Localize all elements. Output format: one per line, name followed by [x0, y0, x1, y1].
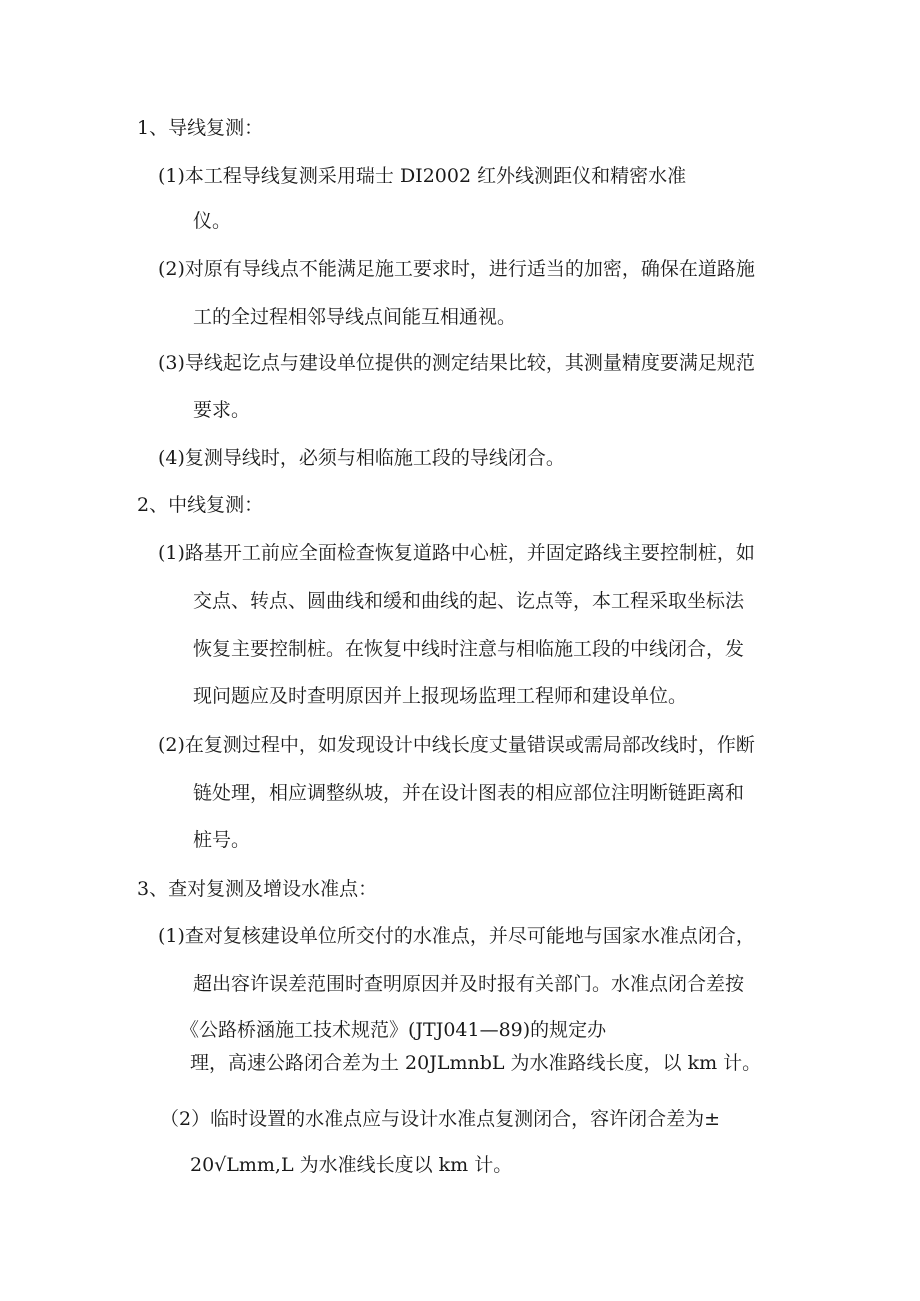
list-item-line: 恢复主要控制桩。在恢复中线时注意与相临施工段的中线闭合，发 — [193, 638, 745, 660]
section-heading: 2、中线复测： — [137, 494, 264, 516]
list-item-line: (2)对原有导线点不能满足施工要求时，进行适当的加密，确保在道路施 — [158, 258, 755, 280]
list-item-line: 工的全过程相邻导线点间能互相通视。 — [193, 306, 517, 328]
list-item-line: (1)路基开工前应全面检查恢复道路中心桩，并固定路线主要控制桩，如 — [158, 542, 755, 564]
list-item-line: 超出容许误差范围时查明原因并及时报有关部门。水准点闭合差按 — [193, 973, 745, 995]
list-item-line: 交点、转点、圆曲线和缓和曲线的起、讫点等，本工程采取坐标法 — [193, 590, 745, 612]
list-item-line: 《公路桥涵施工技术规范》(JTJ041—89)的规定办 — [180, 1019, 607, 1041]
section-heading: 1、导线复测： — [137, 117, 264, 139]
list-item-line: 要求。 — [193, 399, 251, 421]
list-item-line: (1)查对复核建设单位所交付的水准点，并尽可能地与国家水准点闭合， — [158, 925, 755, 947]
list-item-line: 链处理，相应调整纵坡，并在设计图表的相应部位注明断链距离和 — [193, 782, 745, 804]
list-item-line: 理，高速公路闭合差为土 20JLmnbL 为水准路线长度，以 km 计。 — [190, 1052, 762, 1074]
list-item-line: (1)本工程导线复测采用瑞士 DI2002 红外线测距仪和精密水准 — [158, 165, 687, 187]
list-item-line: （2）临时设置的水准点应与设计水准点复测闭合，容许闭合差为± — [160, 1108, 721, 1130]
list-item-line: 现问题应及时查明原因并上报现场监理工程师和建设单位。 — [193, 685, 688, 707]
list-item-line: 桩号。 — [193, 829, 251, 851]
list-item-line: (3)导线起讫点与建设单位提供的测定结果比较，其测量精度要满足规范 — [158, 352, 755, 374]
list-item-line: (2)在复测过程中，如发现设计中线长度丈量错误或需局部改线时，作断 — [158, 734, 755, 756]
list-item-line: (4)复测导线时，必须与相临施工段的导线闭合。 — [158, 447, 565, 469]
list-item-line: 仪。 — [193, 210, 232, 232]
section-heading: 3、查对复测及增设水准点： — [137, 878, 378, 900]
list-item-line: 20√Lmm,L 为水准线长度以 km 计。 — [190, 1154, 513, 1176]
